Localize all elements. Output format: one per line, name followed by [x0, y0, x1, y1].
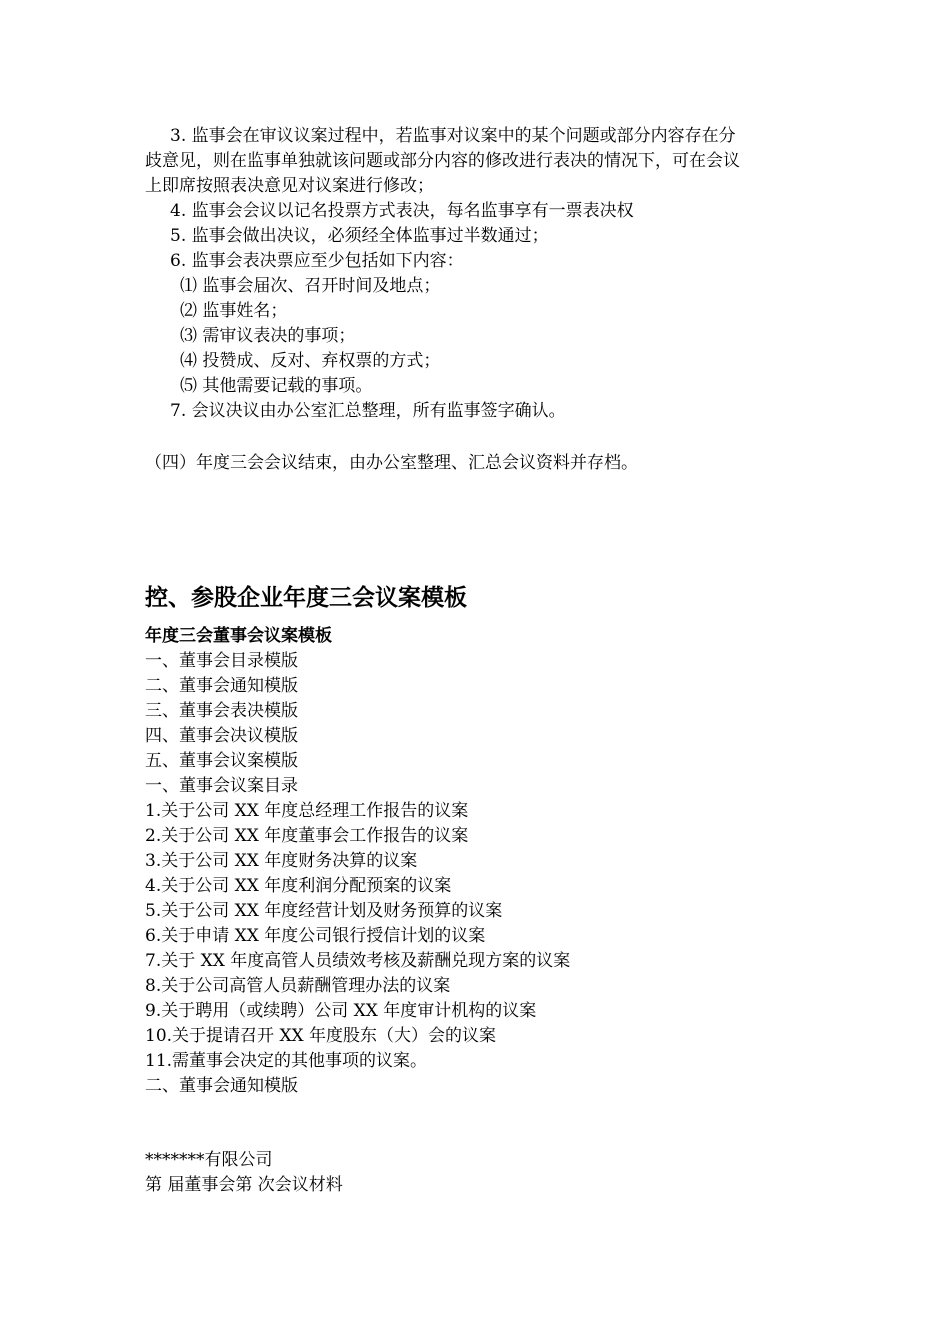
agenda-item: 8.关于公司高管人员薪酬管理办法的议案	[145, 976, 451, 996]
template-subtitle: 年度三会董事会议案模板	[145, 626, 332, 646]
meeting-materials: 第 届董事会第 次会议材料	[145, 1175, 343, 1195]
outline-item: 三、董事会表决模版	[145, 701, 298, 721]
item6: 6. 监事会表决票应至少包括如下内容：	[170, 251, 464, 271]
agenda-item: 2.关于公司 XX 年度董事会工作报告的议案	[145, 826, 469, 846]
template-title: 控、参股企业年度三会议案模板	[145, 585, 467, 611]
item5: 5. 监事会做出决议，必须经全体监事过半数通过；	[170, 226, 549, 246]
item3-line2: 歧意见，则在监事单独就该问题或部分内容的修改进行表决的情况下，可在会议	[145, 151, 740, 171]
company-name: *******有限公司	[145, 1150, 273, 1170]
agenda-item: 5.关于公司 XX 年度经营计划及财务预算的议案	[145, 901, 503, 921]
sub-item-2: ⑵ 监事姓名；	[180, 301, 288, 321]
outline-item: 五、董事会议案模版	[145, 751, 298, 771]
sub-item-3: ⑶ 需审议表决的事项；	[180, 326, 356, 346]
agenda-item: 11.需董事会决定的其他事项的议案。	[145, 1051, 428, 1071]
agenda-item: 7.关于 XX 年度高管人员绩效考核及薪酬兑现方案的议案	[145, 951, 571, 971]
outline-item: 四、董事会决议模版	[145, 726, 298, 746]
item3-line1: 3. 监事会在审议议案过程中，若监事对议案中的某个问题或部分内容存在分	[170, 126, 736, 146]
agenda-item: 9.关于聘用（或续聘）公司 XX 年度审计机构的议案	[145, 1001, 537, 1021]
item7: 7. 会议决议由办公室汇总整理，所有监事签字确认。	[170, 401, 566, 421]
agenda-item: 6.关于申请 XX 年度公司银行授信计划的议案	[145, 926, 486, 946]
item4: 4. 监事会会议以记名投票方式表决，每名监事享有一票表决权	[170, 201, 634, 221]
outline-item: 二、董事会通知模版	[145, 676, 298, 696]
item3-line3: 上即席按照表决意见对议案进行修改；	[145, 176, 434, 196]
sub-item-5: ⑸ 其他需要记载的事项。	[180, 376, 373, 396]
agenda-item: 3.关于公司 XX 年度财务决算的议案	[145, 851, 418, 871]
outline-item: 一、董事会议案目录	[145, 776, 298, 796]
section-four: （四）年度三会会议结束，由办公室整理、汇总会议资料并存档。	[145, 453, 638, 473]
sub-item-4: ⑷ 投赞成、反对、弃权票的方式；	[180, 351, 441, 371]
agenda-item: 10.关于提请召开 XX 年度股东（大）会的议案	[145, 1026, 497, 1046]
agenda-item: 4.关于公司 XX 年度利润分配预案的议案	[145, 876, 452, 896]
notice-heading: 二、董事会通知模版	[145, 1076, 298, 1096]
agenda-item: 1.关于公司 XX 年度总经理工作报告的议案	[145, 801, 469, 821]
outline-item: 一、董事会目录模版	[145, 651, 298, 671]
sub-item-1: ⑴ 监事会届次、召开时间及地点；	[180, 276, 441, 296]
